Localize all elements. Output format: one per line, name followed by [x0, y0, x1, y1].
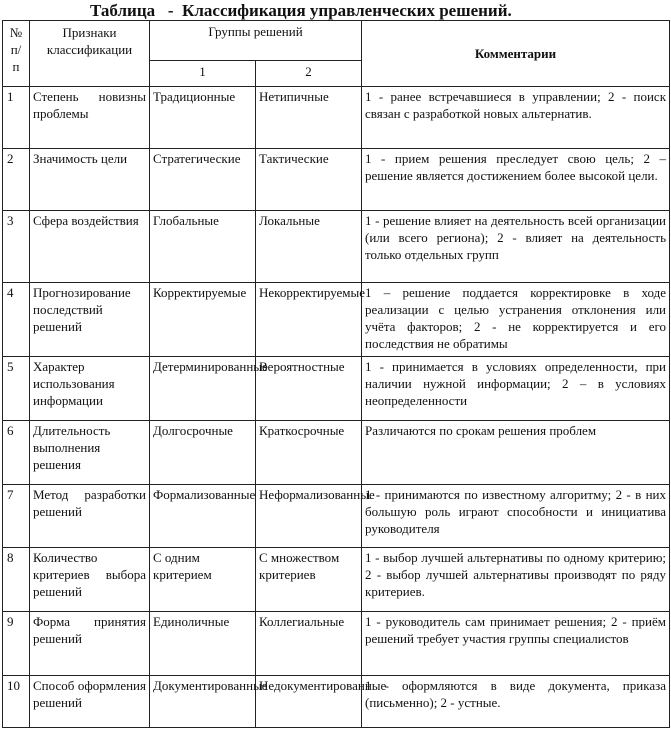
table-row — [3, 87, 670, 149]
row-group-2: Тактические — [256, 149, 362, 211]
row-group-2: С множеством критериев — [256, 548, 362, 612]
row-group-1: Долгосрочные — [150, 421, 256, 485]
row-group-2: Вероятностные — [256, 357, 362, 421]
row-number: 6 — [3, 421, 30, 485]
row-group-1: Детерминированные — [150, 357, 256, 421]
table-row — [3, 357, 670, 421]
row-feature: Форма принятия решений — [30, 612, 150, 676]
row-comment: 1 - прием решения преследует свою цель; 2 – решение является достижением более высокой цели. — [362, 149, 670, 211]
row-group-2: Нетипичные — [256, 87, 362, 149]
row-group-1: Стратегические — [150, 149, 256, 211]
row-group-1: С одним критерием — [150, 548, 256, 612]
row-group-2: Локальные — [256, 211, 362, 283]
row-comment: Различаются по срокам решения проблем — [362, 421, 670, 485]
row-group-2: Неформализованные — [256, 485, 362, 548]
row-number: 7 — [3, 485, 30, 548]
table-row — [3, 548, 670, 612]
header-comment: Комментарии — [362, 21, 670, 87]
row-comment: 1 - выбор лучшей альтернативы по одному критерию; 2 - выбор лучшей альтернативы производят по ряду критериев. — [362, 548, 670, 612]
row-feature: Характер использования информации — [30, 357, 150, 421]
classification-table — [2, 20, 670, 728]
table-row — [3, 612, 670, 676]
row-group-1: Традиционные — [150, 87, 256, 149]
row-group-2: Краткосрочные — [256, 421, 362, 485]
row-number: 10 — [3, 676, 30, 728]
table-row — [3, 211, 670, 283]
header-num: № п/ п — [3, 21, 30, 87]
row-group-1: Формализованные — [150, 485, 256, 548]
row-number: 3 — [3, 211, 30, 283]
table-title: Таблица - Классификация управленческих решений. — [90, 1, 512, 20]
row-number: 9 — [3, 612, 30, 676]
table-row — [3, 283, 670, 357]
row-feature: Способ оформления решений — [30, 676, 150, 728]
row-number: 1 — [3, 87, 30, 149]
row-comment: 1 - принимаются по известному алгоритму; 2 - в них большую роль играют способности и инициатива руководителя — [362, 485, 670, 548]
row-group-2: Коллегиальные — [256, 612, 362, 676]
header-group-1: 1 — [150, 61, 256, 87]
row-group-1: Корректируемые — [150, 283, 256, 357]
header-feature: Признаки классификации — [30, 21, 150, 87]
table-row — [3, 485, 670, 548]
header-group-2: 2 — [256, 61, 362, 87]
row-number: 2 — [3, 149, 30, 211]
row-group-2: Недокументированные — [256, 676, 362, 728]
row-comment: 1 - руководитель сам принимает решения; 2 - приём решений требует участия группы специалистов — [362, 612, 670, 676]
row-group-2: Некорректируемые — [256, 283, 362, 357]
row-group-1: Документированные — [150, 676, 256, 728]
header-groups: Группы решений — [150, 21, 362, 61]
row-feature: Сфера воздействия — [30, 211, 150, 283]
row-feature: Степень новизны проблемы — [30, 87, 150, 149]
table-row — [3, 149, 670, 211]
row-number: 8 — [3, 548, 30, 612]
row-feature: Значимость цели — [30, 149, 150, 211]
row-comment: 1 - принимается в условиях определенности, при наличии нужной информации; 2 – в условиях неопределенности — [362, 357, 670, 421]
row-comment: 1 - ранее встречавшиеся в управлении; 2 - поиск связан с разработкой новых альтернатив. — [362, 87, 670, 149]
row-number: 4 — [3, 283, 30, 357]
row-feature: Количество критериев выбора решений — [30, 548, 150, 612]
row-group-1: Единоличные — [150, 612, 256, 676]
row-feature: Прогнозирование последствий решений — [30, 283, 150, 357]
row-comment: 1 - оформляются в виде документа, приказа (письменно); 2 - устные. — [362, 676, 670, 728]
row-group-1: Глобальные — [150, 211, 256, 283]
table-row — [3, 676, 670, 728]
row-feature: Длительность выполнения решения — [30, 421, 150, 485]
row-comment: 1 – решение поддается корректировке в ходе реализации с целью устранения отклонения или учёта факторов; 2 - не корректируется и его последствия не обратимы — [362, 283, 670, 357]
row-number: 5 — [3, 357, 30, 421]
table-row — [3, 421, 670, 485]
row-feature: Метод разработки решений — [30, 485, 150, 548]
row-comment: 1 - решение влияет на деятельность всей организации (или всего региона); 2 - влияет на деятельность только отдельных групп — [362, 211, 670, 283]
